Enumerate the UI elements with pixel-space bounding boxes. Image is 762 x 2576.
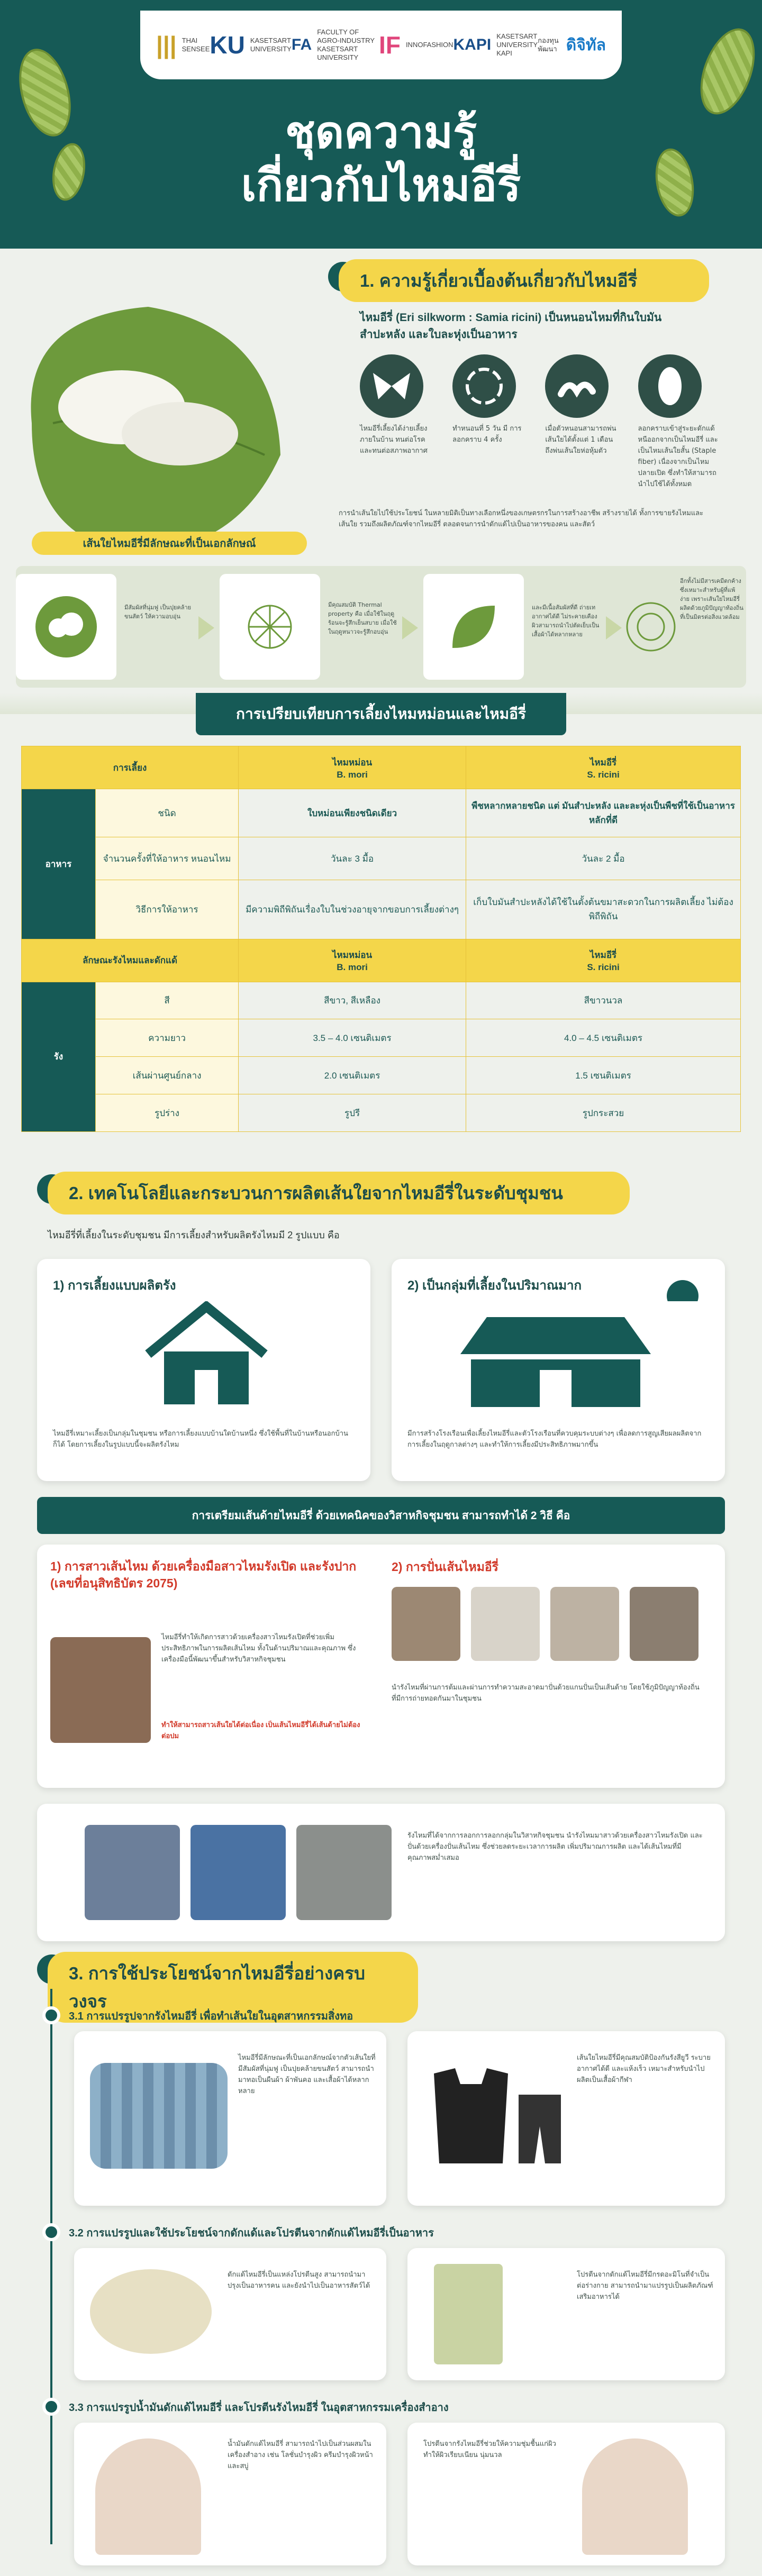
snowflake-icon (220, 574, 320, 680)
silkworm-facts (360, 354, 720, 490)
supplement-photo (434, 2264, 503, 2364)
row-label: วิธีการให้อาหาร (96, 880, 239, 939)
logo-kapi: KAPI KASETSART UNIVERSITY KAPI (453, 32, 538, 57)
section2-subtitle: ไหมอีรี่ที่เลี้ยงในระดับชุมชน มีการเลี้ยงสำหรับผลิตรังไหมมี 2 รูปแบบ คือ (48, 1230, 340, 1240)
fact-text: ลอกคราบเข้าสู่ระยะดักแด้ หนีออกจากเป็นไหมอีรี่ และเป็นไหมเส้นใยสั้น (Staple fiber) เนื่องจากเป็นไหมปลายเปิด ซึ่งทำให้สามารถนำไปใช้ได้ทั้งหมด (638, 425, 718, 488)
fact-item (360, 354, 431, 490)
cell-eri: พืชหลากหลายชนิด แต่ มันสำปะหลัง และละหุ่งเป็นพืชที่ใช้เป็นอาหารหลักที่ดี (466, 789, 741, 837)
silk-cocoon-illustration (0, 264, 296, 561)
fact-item (638, 354, 720, 490)
cell-eri: สีขาวนวล (466, 982, 741, 1019)
timeline-dot (42, 2398, 60, 2416)
card-title: 2) เป็นกลุ่มที่เลี้ยงในปริมาณมาก (407, 1278, 582, 1293)
subsection-title: 3.3 การแปรรูปน้ำมันดักแด้ไหมอีรี่ และโปรตีนรังไหมอีรี่ ในอุตสาหกรรมเครื่องสำอาง (69, 2402, 449, 2414)
cycle-icon (452, 354, 516, 418)
logo-agro-industry: FA FACULTY OF AGRO-INDUSTRY KASETSART UNIVERSITY (291, 28, 375, 61)
arrow-icon (198, 616, 214, 640)
timeline-dot (42, 2223, 60, 2241)
cell-mulberry: รูปรี (239, 1094, 466, 1132)
card-text: น้ำมันดักแด้ไหมอีรี่ สามารถนำไปเป็นส่วนผสมในเครื่องสำอาง เช่น โลชั่นบำรุงผิว ครีมบำรุงผิวหน้า และสบู่ (228, 2440, 373, 2470)
method1-title: 1) การสาวเส้นไหม ด้วยเครื่องมือสาวไหมรังเปิด และรังปาก (เลขที่อนุสิทธิบัตร 2075) (50, 1559, 357, 1590)
subsection-title: 3.2 การแปรรูปและใช้ประโยชน์จากดักแด้และโปรตีนจากดักแด้ไหมอีรี่เป็นอาหาร (69, 2227, 434, 2239)
sun-icon (656, 1259, 709, 1301)
silkworm-icon (545, 354, 609, 418)
header-eri: ไหมอีรี่ S. ricini (466, 939, 741, 982)
logo-digital-fund: กองทุนพัฒนา ดิจิทัล (538, 36, 606, 54)
section1-heading: 1. ความรู้เกี่ยวเบื้องต้นเกี่ยวกับไหมอีรี่ (339, 259, 709, 302)
leaf-icon (423, 574, 524, 680)
row-label: ชนิด (96, 789, 239, 837)
sportswear-card (407, 2031, 725, 2206)
raising-card-2 (392, 1259, 725, 1481)
fact-item (545, 354, 616, 490)
card-text: โปรตีนจากรังไหมอีรี่ช่วยให้ความชุ่มชื้นแก่ผิว ทำให้ผิวเรียบเนียน นุ่มนวล (423, 2440, 556, 2459)
yarn-methods-banner: การเตรียมเส้นด้ายไหมอีรี่ ด้วยเทคนิคของวิสาหกิจชุมชน สามารถทำได้ 2 วิธี คือ (37, 1497, 725, 1534)
fact-text: ทำหนอนที่ 5 วัน มี การลอกคราบ 4 ครั้ง (452, 425, 522, 444)
section3-heading: 3. การใช้ประโยชน์จากไหมอีรี่อย่างครบวงจร (48, 1952, 418, 2023)
scarf-photo (90, 2063, 228, 2169)
method2-text: นำรังไหมที่ผ่านการต้มและผ่านการทำความสะอาดมาปั่นด้วยแกนปั่นเป็นเส้นด้าย โดยใช้ภูมิปัญญาท้องถิ่นที่มีการถ่ายทอดกันมาในชุมชน (392, 1684, 700, 1703)
mandala-icon (624, 574, 677, 680)
row-label: ความยาว (96, 1019, 239, 1057)
fact-text: เมื่อตัวหนอนสามารถพ่นเส้นใยได้ตั้งแต่ 1 เดือนถึงพ่นเส้นใยห่อหุ้มตัว (545, 425, 616, 455)
machine-photo (296, 1825, 392, 1920)
card-title: 1) การเลี้ยงแบบผลิตรัง (53, 1278, 176, 1293)
spinning-photo (392, 1587, 460, 1661)
cell-eri: รูปกระสวย (466, 1094, 741, 1132)
raising-card-1 (37, 1259, 370, 1481)
compare-banner: การเปรียบเทียบการเลี้ยงไหมหม่อนและไหมอีรี่ (196, 693, 566, 735)
cosmetic-protein-card (407, 2423, 725, 2565)
header-cocoon: ลักษณะรังไหมและดักแด้ (22, 939, 239, 982)
row-label: สี (96, 982, 239, 1019)
nest-label: รัง (22, 982, 96, 1132)
greenhouse-icon (455, 1307, 656, 1412)
food-label: อาหาร (22, 789, 96, 939)
logo-bar (140, 11, 622, 79)
arrow-icon (402, 616, 418, 640)
page-header (0, 0, 762, 249)
page-title-line1: ชุดความรู้ (285, 107, 477, 157)
row-label: เส้นผ่านศูนย์กลาง (96, 1057, 239, 1094)
face-care-photo (582, 2438, 688, 2555)
cocoon-icon (638, 354, 702, 418)
cosmetic-oil-card (74, 2423, 386, 2565)
textile-card (74, 2031, 386, 2206)
page-title-line2: เกี่ยวกับไหมอีรี่ (241, 160, 521, 210)
flow-text: อีกทั้งไม่มีสารเคมีตกค้าง ซึ่งเหมาะสำหรับผู้ที่แพ้ง่าย เพราะเส้นใยไหมอีรี่ผลิตด้วยภูมิปัญญาท้องถิ่นที่เป็นมิตรต่อสิ่งแวดล้อม (680, 578, 743, 620)
flow-text: มีสัมผัสที่นุ่มฟู เป็นปุยคล้ายขนสัตว์ ให้ความอบอุ่น (124, 604, 192, 620)
sportswear-photo (423, 2063, 566, 2169)
method1-text: ไหมอีรี่ทำให้เกิดการสาวด้วยเครื่องสาวไหมรังเปิดที่ช่วยเพิ่มประสิทธิภาพในการผลิตเส้นไหม ทั้งในด้านปริมาณและคุณภาพ ซึ่งเครื่องมือนี้พัฒนาขึ้นสำหรับวิสาหกิจชุมชน (161, 1633, 356, 1664)
spinning-photo (550, 1587, 619, 1661)
header-raising: การเลี้ยง (22, 746, 239, 789)
header-mulberry: ไหมหม่อน B. mori (239, 939, 466, 982)
card-text: เส้นใยไหมอีรี่มีคุณสมบัติป้องกันรังสียูวี ระบายอากาศได้ดี และแห้งเร็ว เหมาะสำหรับนำไปผลิตเป็นเสื้อผ้ากีฬา (577, 2054, 711, 2084)
face-care-photo (95, 2438, 201, 2555)
fact-text: ไหมอีรี่เลี้ยงได้ง่ายเลี้ยงภายในบ้าน ทนต่อโรค และทนต่อสภาพอากาศ (360, 425, 428, 455)
machine-photo (190, 1825, 286, 1920)
timeline-line (50, 1989, 52, 2544)
machine-text: รังไหมที่ได้จากการลอกการลอกกลุ่มในวิสาหกิจชุมชน นำรังไหมมาสาวด้วยเครื่องสาวไหมรังเปิด และปั่นด้วยเครื่องปั่นเส้นไหม ซึ่งช่วยลดระยะเวลาการผลิต เพิ่มปริมาณการผลิต และได้เส้นไหมที่มีคุณภาพสม่ำเสมอ (407, 1832, 703, 1862)
section2-heading: 2. เทคโนโลยีและกระบวนการผลิตเส้นใยจากไหมอีรี่ในระดับชุมชน (48, 1172, 630, 1214)
logo-innofashion: IF INNOFASHION (379, 31, 453, 59)
card-text: มีการสร้างโรงเรือนเพื่อเลี้ยงไหมอีรี่และตัวโรงเรือนที่ควบคุมระบบต่างๆ เพื่อลดการสูญเสียผลผลิตจากการเลี้ยงในฤดูกาลต่างๆ และทำให้การเลี้ยงมีประสิทธิภาพมากขึ้น (407, 1430, 702, 1449)
card-text: ดักแด้ไหมอีรี่เป็นแหล่งโปรตีนสูง สามารถนำมาปรุงเป็นอาหารคน และยังนำไปเป็นอาหารสัตว์ได้ (228, 2271, 370, 2290)
cell-mulberry: 3.5 – 4.0 เซนติเมตร (239, 1019, 466, 1057)
logo-thai-sensee: ||| THAI SENSEE (156, 31, 210, 59)
logo-ku: KU KASETSART UNIVERSITY (210, 31, 292, 59)
fact-item (452, 354, 524, 490)
spinning-photo (630, 1587, 698, 1661)
leaf-cocoon-graphic (0, 264, 296, 561)
section1-intro: ไหมอีรี่ (Eri silkworm : Samia ricini) เป็นหนอนไหมที่กินใบมันสำปะหลัง และใบละหุ่งเป็นอาหาร (360, 312, 662, 341)
timeline-dot (42, 2006, 60, 2024)
cell-eri: 1.5 เซนติเมตร (466, 1057, 741, 1094)
cell-mulberry: วันละ 3 มื้อ (239, 837, 466, 880)
header-eri: ไหมอีรี่ S. ricini (466, 746, 741, 789)
row-label: จำนวนครั้งที่ให้อาหาร หนอนไหม (96, 837, 239, 880)
card-text: โปรตีนจากดักแด้ไหมอีรี่มีกรดอะมิโนที่จำเป็นต่อร่างกาย สามารถนำมาแปรรูปเป็นผลิตภัณฑ์เสริมอาหารได้ (577, 2271, 713, 2301)
protein-card (407, 2248, 725, 2380)
fiber-properties-flow (16, 566, 746, 688)
spinning-photo (471, 1587, 540, 1661)
cell-eri: เก็บใบมันสำปะหลังได้ใช้ในตั้งต้นขมาสะดวกในการผลิตเลี้ยง ไม่ต้องพิถีพิถัน (466, 880, 741, 939)
cell-mulberry: ใบหม่อนเพียงชนิดเดียว (239, 789, 466, 837)
food-card (74, 2248, 386, 2380)
machine-card (37, 1804, 725, 1941)
method2-title: 2) การปั่นเส้นไหมอีรี่ (392, 1560, 499, 1574)
food-photo (90, 2269, 212, 2354)
card-text: ไหมอีรี่เหมาะเลี้ยงเป็นกลุ่มในชุมชน หรือการเลี้ยงแบบบ้านใดบ้านหนึ่ง ซึ่งใช้พื้นที่ในบ้านหรือนอกบ้านก็ได้ โดยการเลี้ยงในรูปแบบนี้จะผลิตรังไหม (53, 1430, 348, 1449)
cell-eri: วันละ 2 มื้อ (466, 837, 741, 880)
yarn-methods-card (37, 1545, 725, 1788)
section1-desc: การนำเส้นใยไปใช้ประโยชน์ ในหลายมิติเป็นทางเลือกหนึ่งของเกษตรกรในการสร้างอาชีพ สร้างรายได้ ทั้งการขายรังไหมและเส้นใย รวมถึงผลิตภัณฑ์จากไหมอีรี่ ตลอดจนการนำดักแด้ไปเป็นอาหารของคน และสัตว์ (339, 509, 704, 528)
method1-highlight: ทำให้สามารถสาวเส้นใยได้ต่อเนื่อง เป็นเส้นไหมอีรี่ได้เส้นด้ายไม่ต้องต่อปม (161, 1721, 360, 1740)
moth-icon (360, 354, 423, 418)
cell-mulberry: 2.0 เซนติเมตร (239, 1057, 466, 1094)
card-text: ไหมอีรี่มีลักษณะที่เป็นเอกลักษณ์จากตัวเส้นใยที่มีสัมผัสที่นุ่มฟู เป็นปุยคล้ายขนสัตว์ สามารถนำมาทอเป็นผืนผ้า ผ้าพันคอ และเสื้อผ้าได้หลากหลาย (238, 2054, 376, 2095)
machine-photo (85, 1825, 180, 1920)
header-mulberry: ไหมหม่อน B. mori (239, 746, 466, 789)
comparison-table (21, 746, 741, 1132)
cell-eri: 4.0 – 4.5 เซนติเมตร (466, 1019, 741, 1057)
cloud-icon (16, 574, 116, 680)
subsection-title: 3.1 การแปรรูปจากรังไหมอีรี่ เพื่อทำเส้นใยในอุตสาหกรรมสิ่งทอ (69, 2011, 353, 2022)
flow-text: และมีเนื้อสัมผัสที่ดี ถ่ายเทอากาศได้ดี ไม่ระคายเคืองผิวสามารถนำไปตัดเย็บเป็นเสื้อผ้าได้หลากหลาย (532, 604, 600, 638)
flow-text: มีคุณสมบัติ Thermal property คือ เมื่อใช้ในฤดูร้อนจะรู้สึกเย็นสบาย เมื่อใช้ในฤดูหนาวจะรู้สึกอบอุ่น (328, 601, 397, 635)
arrow-icon (606, 616, 622, 640)
cell-mulberry: สีขาว, สีเหลือง (239, 982, 466, 1019)
house-icon (138, 1301, 275, 1407)
cell-mulberry: มีความพิถีพิถันเรื่องใบในช่วงอายุจากขอบการเลี้ยงต่างๆ (239, 880, 466, 939)
row-label: รูปร่าง (96, 1094, 239, 1132)
fiber-caption: เส้นใยไหมอีรี่มีลักษณะที่เป็นเอกลักษณ์ (32, 532, 307, 555)
reeling-photo (50, 1637, 151, 1743)
